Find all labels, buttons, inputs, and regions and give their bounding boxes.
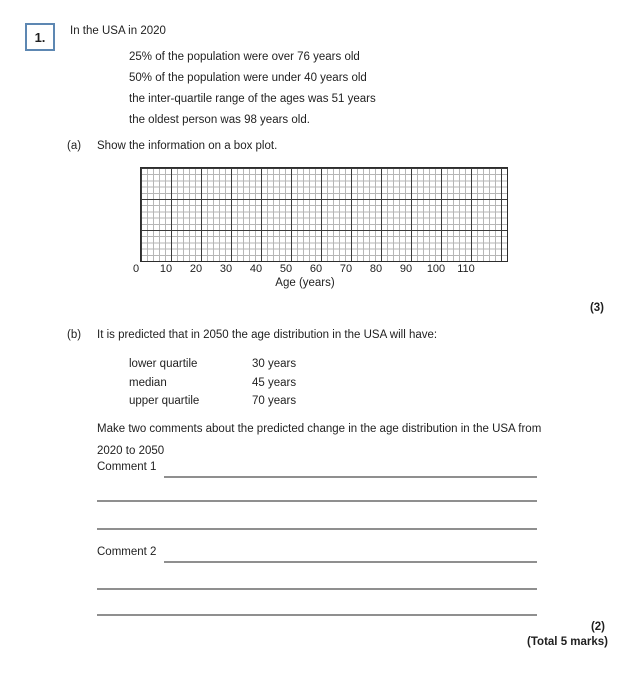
x-axis-label: Age (years) [275, 277, 335, 289]
answer-line[interactable] [97, 500, 537, 502]
answer-line[interactable] [97, 528, 537, 530]
instruction-line: Make two comments about the predicted change in the age distribution in the USA from [97, 423, 542, 435]
total-marks: (Total 5 marks) [527, 636, 608, 648]
stat-value: 30 years [252, 358, 297, 370]
fact-line: the oldest person was 98 years old. [129, 114, 310, 126]
comment-2-label: Comment 2 [97, 546, 157, 558]
stat-label: median [129, 376, 167, 389]
question-intro: In the USA in 2020 [70, 25, 166, 37]
stat-value: 70 years [252, 395, 297, 407]
x-tick: 90 [399, 263, 413, 275]
x-tick: 70 [339, 263, 353, 275]
x-tick: 50 [279, 263, 293, 275]
stat-row [129, 355, 296, 374]
comment-1-label: Comment 1 [97, 461, 157, 473]
question-facts [129, 47, 376, 131]
fact-line: the inter-quartile range of the ages was 51 years [129, 93, 376, 105]
fact-line: 25% of the population were over 76 years old [129, 51, 360, 63]
answer-line[interactable] [97, 614, 537, 616]
x-tick: 80 [369, 263, 383, 275]
part-a-prompt: Show the information on a box plot. [97, 140, 278, 152]
part-a-row [67, 140, 277, 152]
x-tick: 30 [219, 263, 233, 275]
part-b-row [67, 329, 437, 341]
box-plot-grid[interactable] [140, 167, 508, 262]
part-b-marks: (2) [590, 621, 605, 633]
question-number-box [25, 23, 55, 51]
stat-value: 45 years [252, 376, 297, 389]
x-tick: 0 [132, 263, 140, 275]
part-a-label: (a) [67, 140, 82, 152]
question-number: 1. [34, 29, 46, 45]
x-tick: 110 [457, 263, 475, 275]
comment-1-row [97, 461, 537, 478]
x-tick: 10 [159, 263, 173, 275]
stat-row [129, 392, 296, 411]
part-a-marks: (3) [589, 302, 604, 314]
part-b-label: (b) [67, 329, 82, 341]
x-tick: 100 [426, 263, 446, 275]
stat-row [129, 374, 296, 393]
comment-2-line[interactable] [164, 546, 537, 563]
instruction-text [97, 419, 541, 462]
answer-line[interactable] [97, 588, 537, 590]
comment-1-line[interactable] [164, 461, 537, 478]
x-tick: 20 [189, 263, 203, 275]
x-tick: 40 [249, 263, 263, 275]
stat-label: lower quartile [129, 358, 198, 370]
fact-line: 50% of the population were under 40 years old [129, 72, 367, 84]
part-b-prompt: It is predicted that in 2050 the age distribution in the USA will have: [97, 329, 438, 341]
x-axis-ticks [132, 263, 502, 276]
comment-2-row [97, 546, 537, 563]
instruction-line: 2020 to 2050 [97, 444, 165, 457]
x-tick: 60 [309, 263, 323, 275]
stat-label: upper quartile [129, 395, 200, 407]
stats-table [129, 355, 296, 411]
